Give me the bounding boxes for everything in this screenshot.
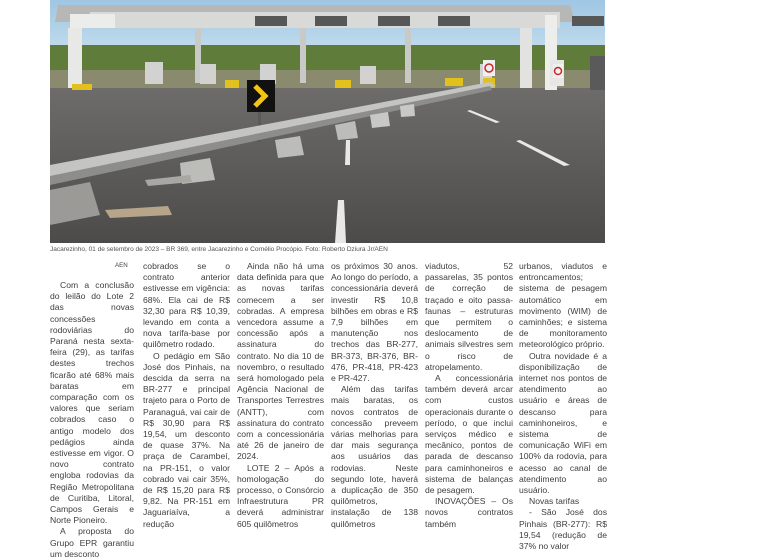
article-column-6 bbox=[519, 261, 607, 552]
article-column-3 bbox=[237, 261, 324, 530]
photo-caption: Jacarezinho, 01 de setembro de 2023 – BR 369, entre Jacarezinho e Cornélio Procópio. Foto: Roberto Dziura Jr/AEN bbox=[50, 246, 388, 253]
paragraph: Com a conclusão do leilão do Lote 2 das novas concessões rodoviárias do Paraná nesta sexta-feira (29), as tarifas destes trechos ficarão até 68% mais baratas em comparação com os valores que seriam cobrados caso o antigo modelo dos pedágios ainda estivesse em vigor. O novo contrato engloba rodovias da Região Metropolitana de Curitiba, Litoral, Campos Gerais e Norte Pioneiro. bbox=[50, 280, 134, 526]
paragraph: LOTE 2 – Após a homologação do processo, o Consórcio Infraestrutura PR deverá administrar 605 quilômetros bbox=[237, 462, 324, 529]
paragraph: O pedágio em São José dos Pinhais, na descida da serra na BR-277 e principal trajeto para o Porto de Paranaguá, vai cair de R$ 30,90 para R$ 19,54, um desconto de quase 37%. Na praça de Carambeí, na PR-151, o valor cobrado vai cair 35%, de R$ 15,20 para R$ 9,82. Na PR-151 em Jaguariaíva, a redução bbox=[143, 350, 230, 529]
toll-plaza-illustration bbox=[50, 0, 605, 243]
paragraph: INOVAÇÕES – Os novos contratos também bbox=[425, 496, 513, 529]
article-column-4 bbox=[331, 261, 418, 530]
paragraph: - São José dos Pinhais (BR-277): R$ 19,54 (redução de 37% no valor bbox=[519, 507, 607, 552]
toll-plaza-photo bbox=[50, 0, 605, 243]
paragraph: cobrados se o contrato anterior estivesse em vigência: 68%. Ela cai de R$ 32,30 para R$ 10,39, levando em conta a nova tarifa-base por quilômetro rodado. bbox=[143, 261, 230, 350]
paragraph: A concessionária também deverá arcar com custos operacionais durante o período, o que inclui serviços médico e mecânico, pontos de parada de descanso para caminhoneiros e sistema de balanças de pesagem. bbox=[425, 373, 513, 496]
paragraph: Além das tarifas mais baratas, os novos contratos de concessão preveem várias melhorias para dar mais segurança aos usuários das rodovias. Neste segundo lote, haverá a duplicação de 350 quilômetros, instalação de 138 quilômetros bbox=[331, 384, 418, 529]
subheading: Novas tarifas bbox=[529, 496, 580, 507]
source-credit: AEN bbox=[115, 262, 128, 269]
paragraph: os próximos 30 anos. Ao longo do período, a concessionária deverá investir R$ 10,8 bilhões em obras e R$ 7,9 bilhões em manutenção nos trechos das BR-277, BR-373, BR-376, BR-476, PR-418, PR-423 e PR-427. bbox=[331, 261, 418, 384]
paragraph: Outra novidade é a disponibilização de internet nos pontos de atendimento ao usuário e áreas de descanso para caminhoneiros, e sistema de comunicação WiFi em 100% da rodovia, para acesso ao canal de atendimento ao usuário. bbox=[519, 350, 607, 496]
paragraph: Ainda não há uma data definida para que as novas tarifas comecem a ser cobradas. A empresa vencedora assume a concessão após a assinatura do contrato. No dia 10 de novembro, o resultado será homologado pela Agência Nacional de Transportes Terrestres (ANTT), com assinatura do contrato com a concessionária até 26 de janeiro de 2024. bbox=[237, 261, 324, 462]
article-column-1 bbox=[50, 261, 134, 560]
article-column-5 bbox=[425, 261, 513, 530]
paragraph: viadutos, 52 passarelas, 35 pontos de correção de traçado e oito passa-faunas – estruturas que permitem o deslocamento de animais silvestres sem o risco de atropelamento. bbox=[425, 261, 513, 372]
paragraph: A proposta do Grupo EPR garantiu um desconto bbox=[50, 526, 134, 559]
article-column-2 bbox=[143, 261, 230, 530]
paragraph: urbanos, viadutos e entroncamentos; sistema de pesagem automático em movimento (WIM) de caminhões; e sistema de monitoramento meteorológico próprio. bbox=[519, 261, 607, 350]
